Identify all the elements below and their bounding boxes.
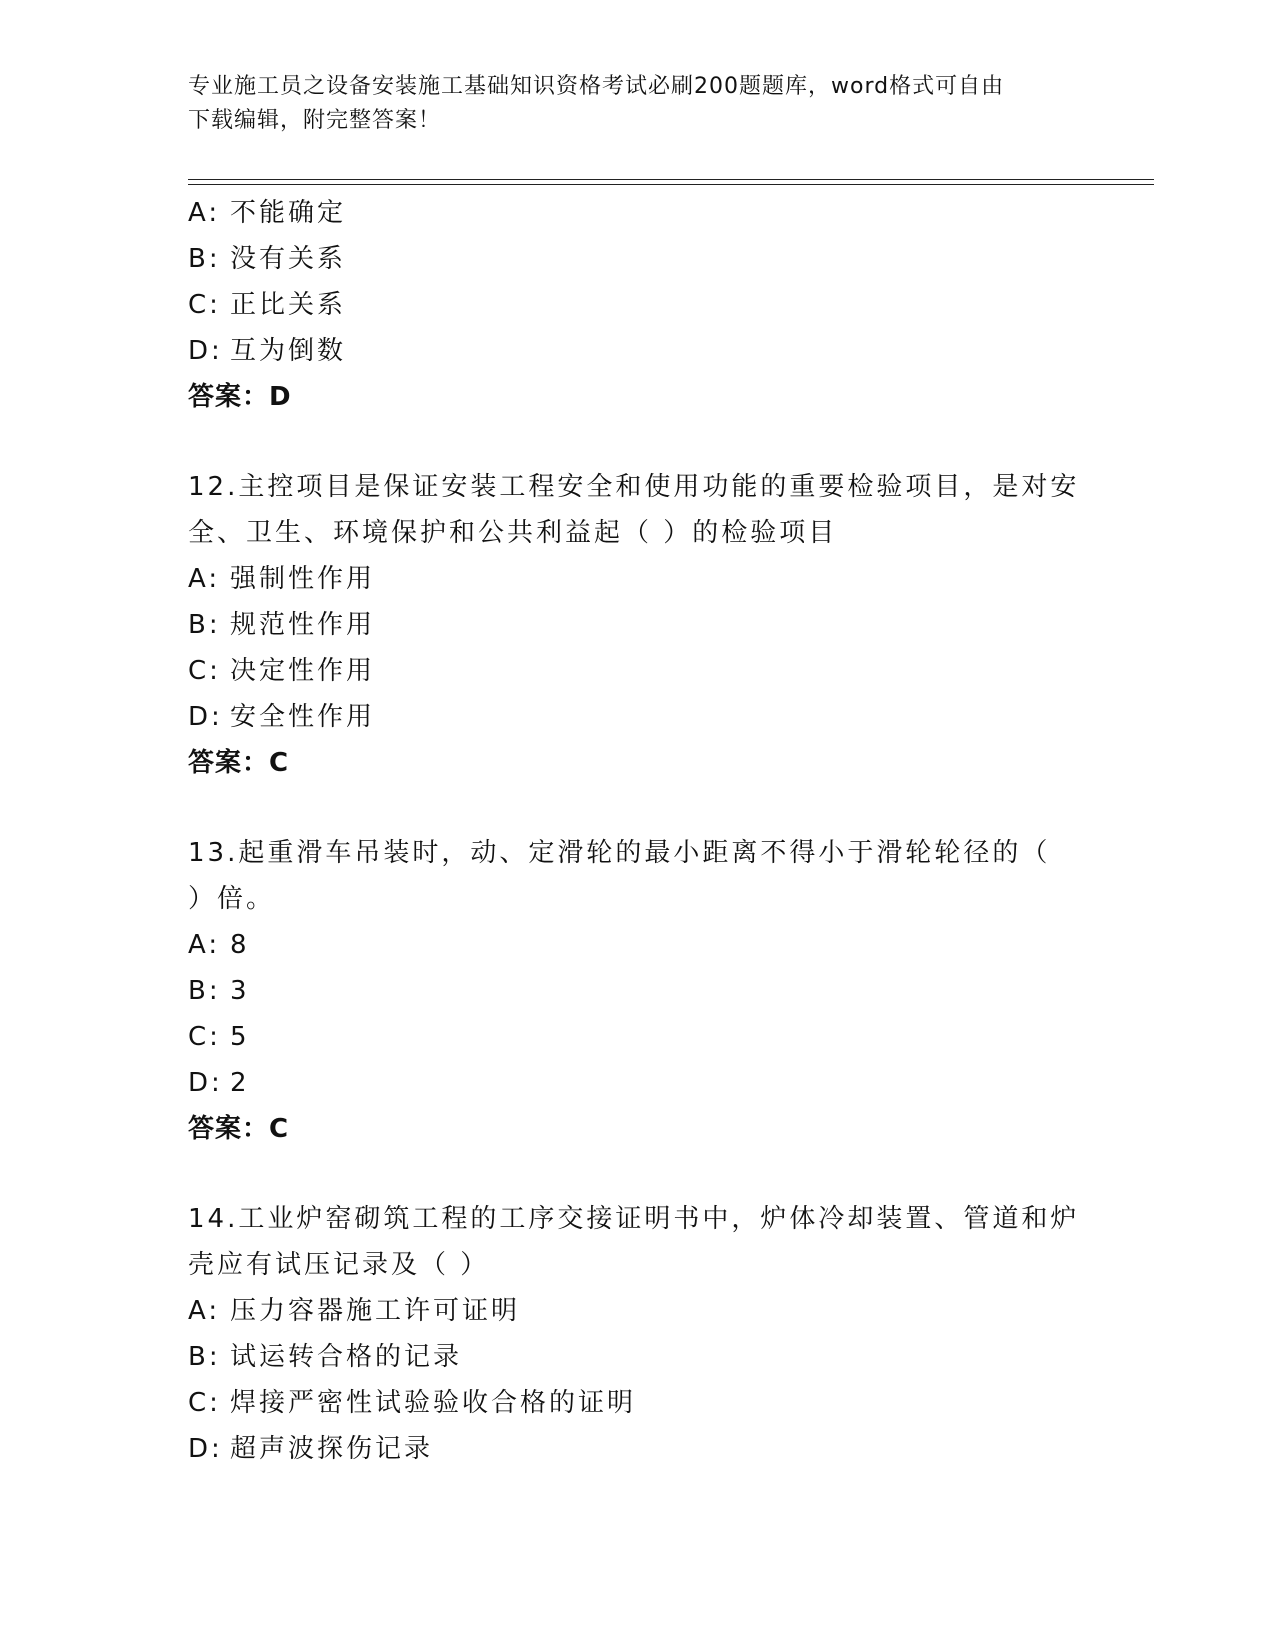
header-line-1: 专业施工员之设备安装施工基础知识资格考试必刷200题题库，word格式可自由: [188, 74, 1005, 99]
option-b: B: 试运转合格的记录: [188, 1342, 463, 1372]
header-divider-top: [188, 179, 1154, 180]
option-b: B: 规范性作用: [188, 610, 376, 640]
question-12: [188, 464, 1088, 786]
answer: 答案：C: [188, 1114, 290, 1144]
option-b: B: 3: [188, 976, 250, 1006]
option-d: D: 超声波探伤记录: [188, 1434, 434, 1464]
option-d: D: 2: [188, 1068, 250, 1098]
option-b: B: 没有关系: [188, 244, 347, 274]
question-14: [188, 1196, 1088, 1472]
option-d: D: 安全性作用: [188, 702, 376, 732]
option-a: A: 压力容器施工许可证明: [188, 1296, 521, 1326]
option-c: C: 决定性作用: [188, 656, 376, 686]
option-a: A: 8: [188, 930, 250, 960]
question-text-line-1: 14.工业炉窑砌筑工程的工序交接证明书中，炉体冷却装置、管道和炉: [188, 1204, 1080, 1234]
question-13: [188, 830, 1088, 1152]
question-content: [188, 190, 1088, 1472]
header-divider-bottom: [188, 184, 1154, 185]
header-line-2: 下载编辑，附完整答案！: [188, 108, 442, 133]
question-text-line-1: 12.主控项目是保证安装工程安全和使用功能的重要检验项目，是对安: [188, 472, 1080, 502]
question-text-line-1: 13.起重滑车吊装时，动、定滑轮的最小距离不得小于滑轮轮径的（: [188, 838, 1051, 868]
option-a: A: 强制性作用: [188, 564, 376, 594]
question-11: [188, 190, 1088, 420]
option-d: D: 互为倒数: [188, 336, 347, 366]
option-c: C: 5: [188, 1022, 250, 1052]
answer: 答案：C: [188, 748, 290, 778]
question-text-line-2: ）倍。: [188, 884, 276, 914]
option-a: A: 不能确定: [188, 198, 347, 228]
answer: 答案：D: [188, 382, 292, 412]
question-text-line-2: 全、卫生、环境保护和公共利益起（ ）的检验项目: [188, 518, 838, 548]
question-text-line-2: 壳应有试压记录及（ ）: [188, 1250, 490, 1280]
document-header: [188, 70, 1068, 138]
option-c: C: 焊接严密性试验验收合格的证明: [188, 1388, 637, 1418]
option-c: C: 正比关系: [188, 290, 347, 320]
